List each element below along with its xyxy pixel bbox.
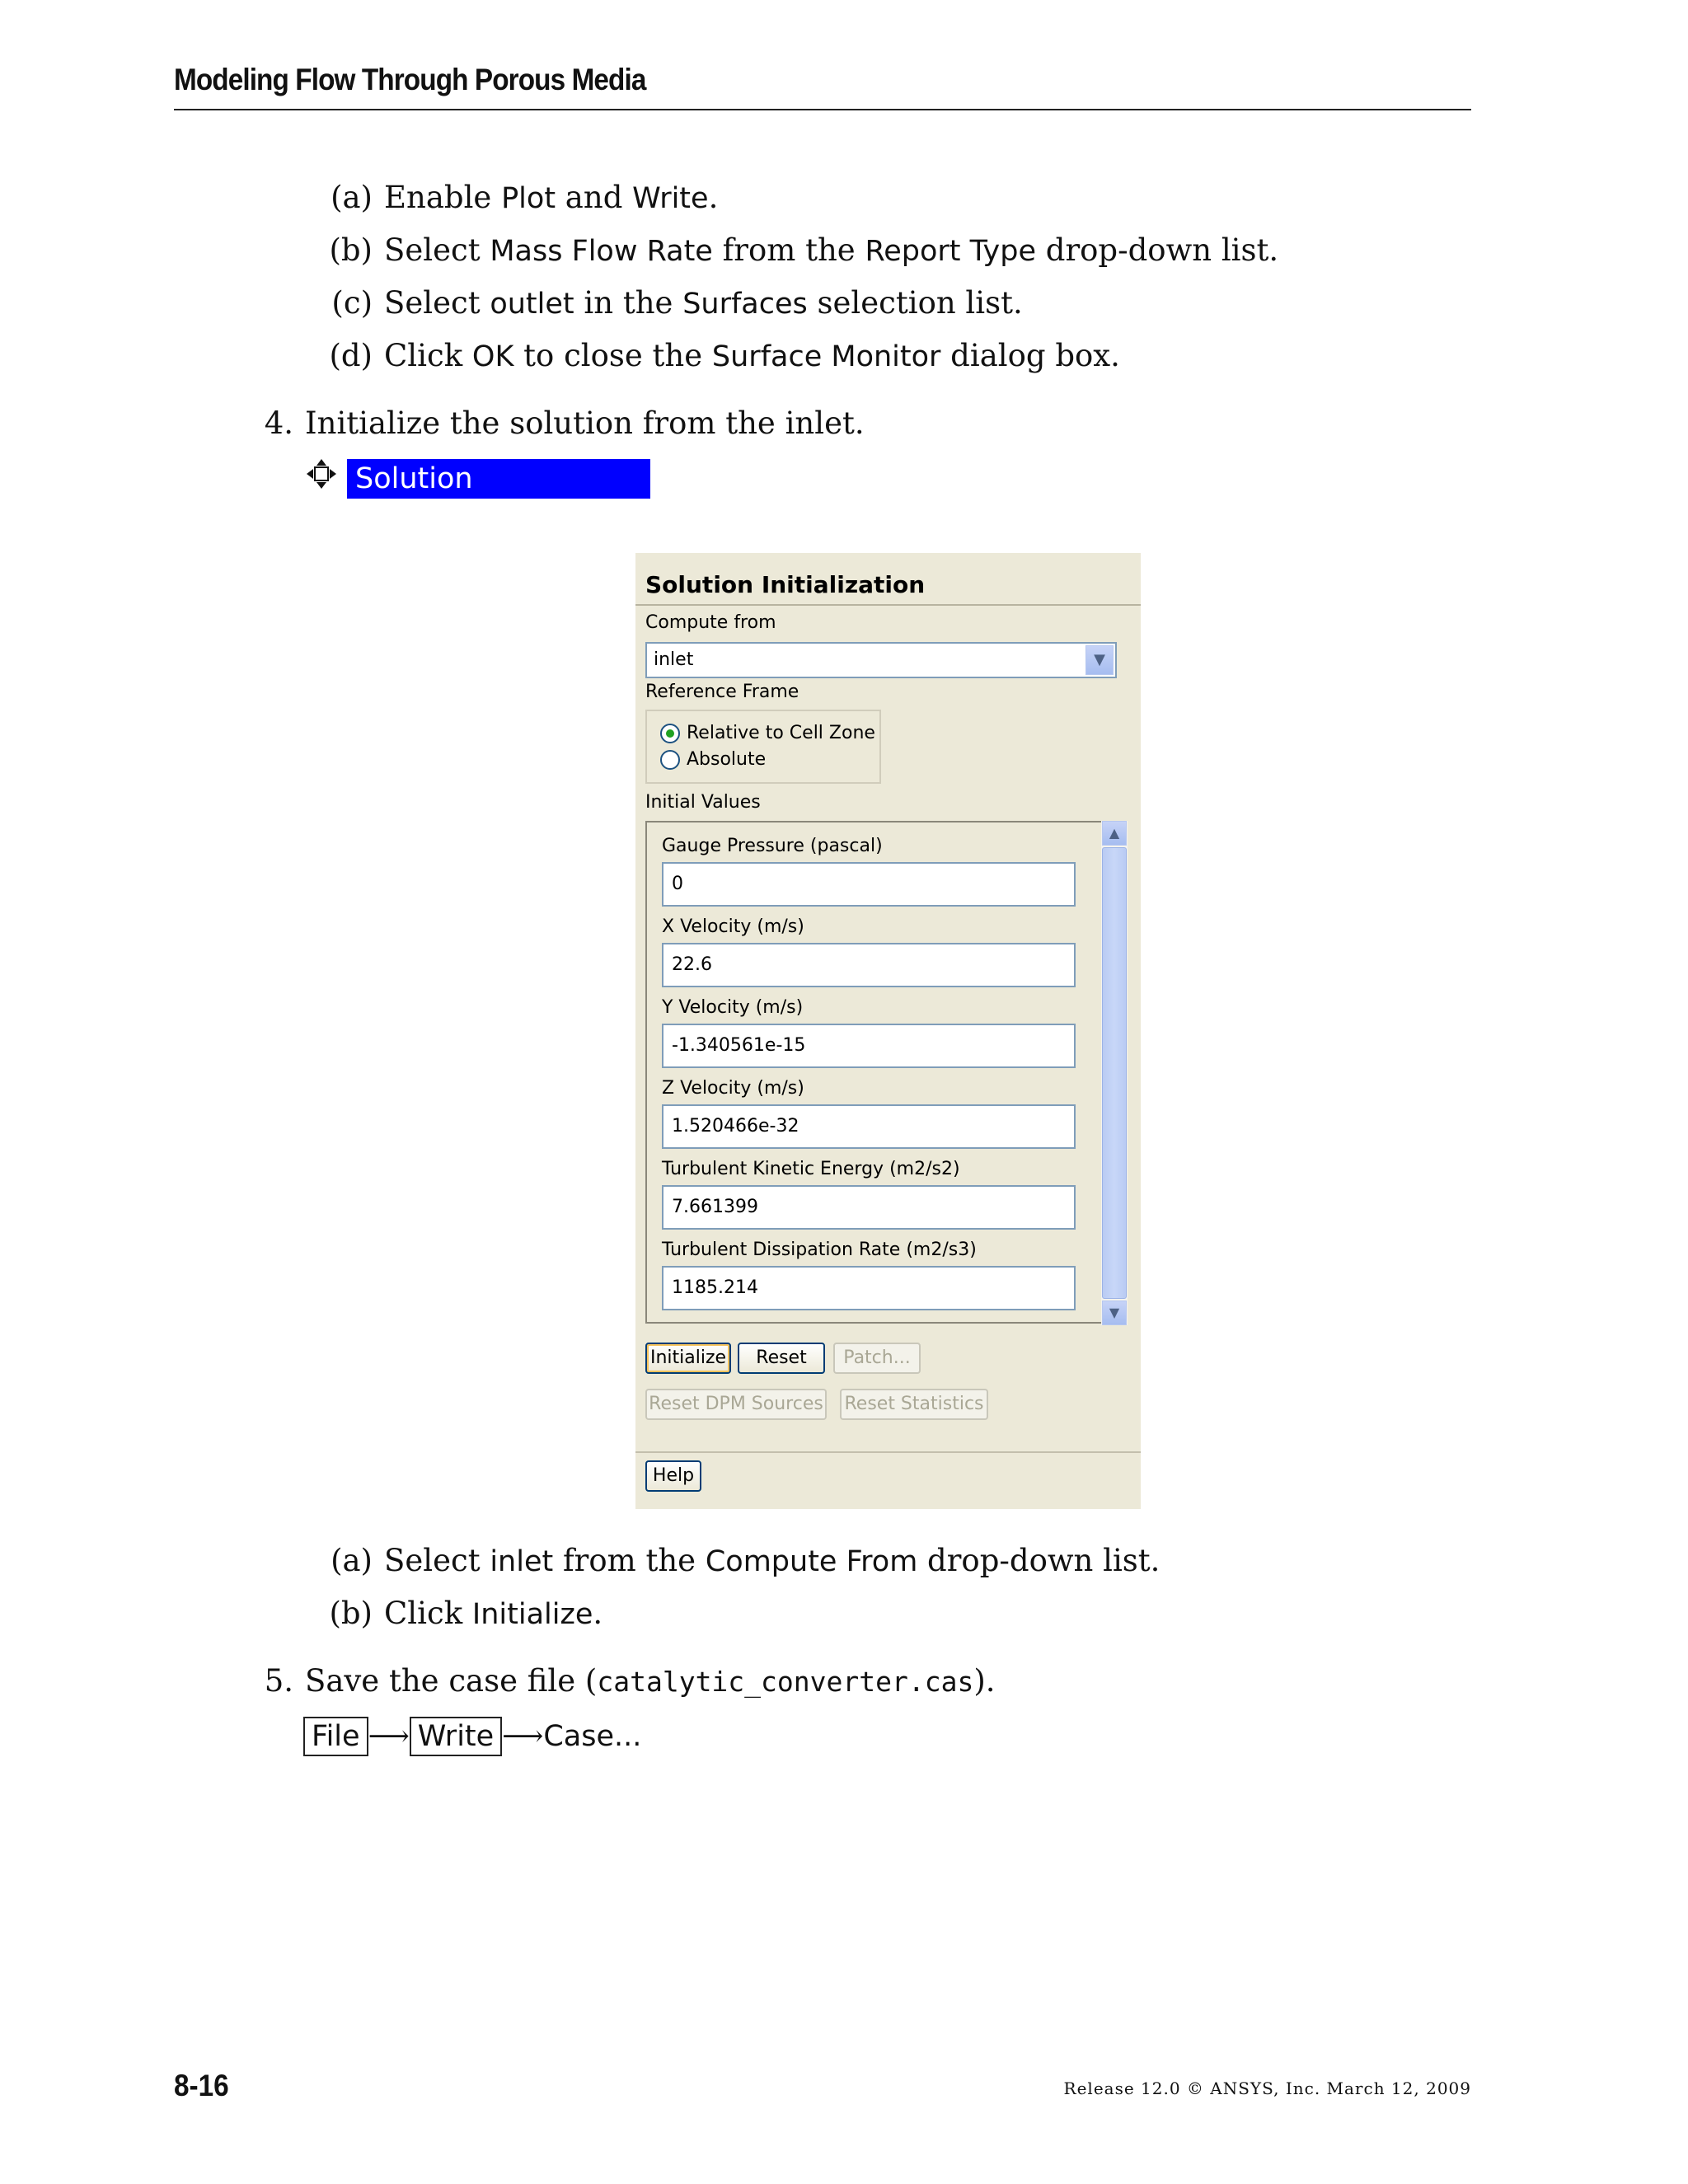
title-divider bbox=[635, 604, 1141, 606]
menu-case[interactable]: Case... bbox=[543, 1720, 642, 1753]
arrow-right-icon: ⟶ bbox=[368, 1720, 410, 1753]
radio-relative-label[interactable]: Relative to Cell Zone bbox=[687, 723, 875, 743]
step-b-after: (b) Click Initialize. bbox=[329, 1596, 603, 1631]
solution-initialization-link[interactable]: Solution Initialization bbox=[347, 459, 650, 499]
page-header bbox=[174, 61, 1471, 110]
chevron-down-icon[interactable]: ▼ bbox=[1102, 1301, 1127, 1325]
navigation-pane-icon bbox=[305, 457, 338, 490]
menu-write[interactable]: Write bbox=[410, 1717, 502, 1756]
field-label: Y Velocity (m/s) bbox=[662, 997, 804, 1018]
field-label: X Velocity (m/s) bbox=[662, 916, 804, 937]
initialize-button[interactable]: Initialize bbox=[645, 1343, 731, 1374]
initial-values-panel bbox=[645, 821, 1103, 1324]
initial-values-scrollbar[interactable] bbox=[1101, 821, 1128, 1325]
gauge-pressure-input[interactable]: 0 bbox=[662, 862, 1076, 907]
reset-dpm-sources-button[interactable]: Reset DPM Sources bbox=[645, 1389, 827, 1420]
solution-initialization-dialog bbox=[635, 553, 1141, 1509]
reference-frame-label: Reference Frame bbox=[645, 682, 799, 702]
field-label: Gauge Pressure (pascal) bbox=[662, 836, 883, 856]
reset-button[interactable]: Reset bbox=[738, 1343, 825, 1374]
field-label: Turbulent Kinetic Energy (m2/s2) bbox=[662, 1159, 960, 1179]
reset-statistics-button[interactable]: Reset Statistics bbox=[840, 1389, 988, 1420]
turbulent-kinetic-energy-input[interactable]: 7.661399 bbox=[662, 1185, 1076, 1230]
compute-from-dropdown[interactable] bbox=[645, 642, 1117, 678]
case-filename: catalytic_converter.cas bbox=[597, 1666, 974, 1698]
step-d-prev: (d) Click OK to close the Surface Monitor dialog box. bbox=[329, 338, 1120, 373]
bottom-divider bbox=[635, 1451, 1141, 1453]
step-c-prev: (c) Select outlet in the Surfaces selection list. bbox=[331, 285, 1023, 321]
step-b-prev: (b) Select Mass Flow Rate from the Report Type drop-down list. bbox=[329, 232, 1279, 268]
menu-file[interactable]: File bbox=[303, 1717, 368, 1756]
header-title: Modeling Flow Through Porous Media bbox=[174, 63, 646, 96]
x-velocity-input[interactable]: 22.6 bbox=[662, 943, 1076, 987]
step-5: 5. Save the case file (catalytic_converter.cas). bbox=[264, 1663, 996, 1699]
radio-absolute[interactable] bbox=[660, 750, 680, 770]
chevron-down-icon[interactable]: ▼ bbox=[1085, 645, 1114, 675]
compute-from-label: Compute from bbox=[645, 612, 776, 633]
arrow-right-icon: ⟶ bbox=[502, 1720, 544, 1753]
step-4: 4. Initialize the solution from the inlet. bbox=[264, 405, 865, 441]
initial-values-label: Initial Values bbox=[645, 792, 761, 813]
field-label: Z Velocity (m/s) bbox=[662, 1078, 804, 1099]
z-velocity-input[interactable]: 1.520466e-32 bbox=[662, 1104, 1076, 1149]
menu-path bbox=[303, 1716, 641, 1756]
step-a-after: (a) Select inlet from the Compute From drop-down list. bbox=[331, 1543, 1160, 1578]
step-a-prev: (a) Enable Plot and Write. bbox=[331, 180, 719, 215]
scrollbar-thumb[interactable] bbox=[1102, 847, 1127, 1299]
help-button[interactable]: Help bbox=[645, 1460, 701, 1492]
compute-from-value: inlet bbox=[654, 649, 694, 670]
field-label: Turbulent Dissipation Rate (m2/s3) bbox=[662, 1240, 977, 1260]
radio-relative-to-cell-zone[interactable] bbox=[660, 724, 680, 743]
y-velocity-input[interactable]: -1.340561e-15 bbox=[662, 1024, 1076, 1068]
radio-absolute-label[interactable]: Absolute bbox=[687, 749, 767, 770]
dialog-title: Solution Initialization bbox=[645, 571, 926, 598]
turbulent-dissipation-rate-input[interactable]: 1185.214 bbox=[662, 1266, 1076, 1310]
patch-button[interactable]: Patch... bbox=[833, 1343, 921, 1374]
chevron-up-icon[interactable]: ▲ bbox=[1102, 821, 1127, 846]
reference-frame-group bbox=[645, 710, 881, 784]
page-number: 8-16 bbox=[174, 2069, 229, 2102]
release-notice: Release 12.0 © ANSYS, Inc. March 12, 2009 bbox=[1063, 2079, 1471, 2098]
